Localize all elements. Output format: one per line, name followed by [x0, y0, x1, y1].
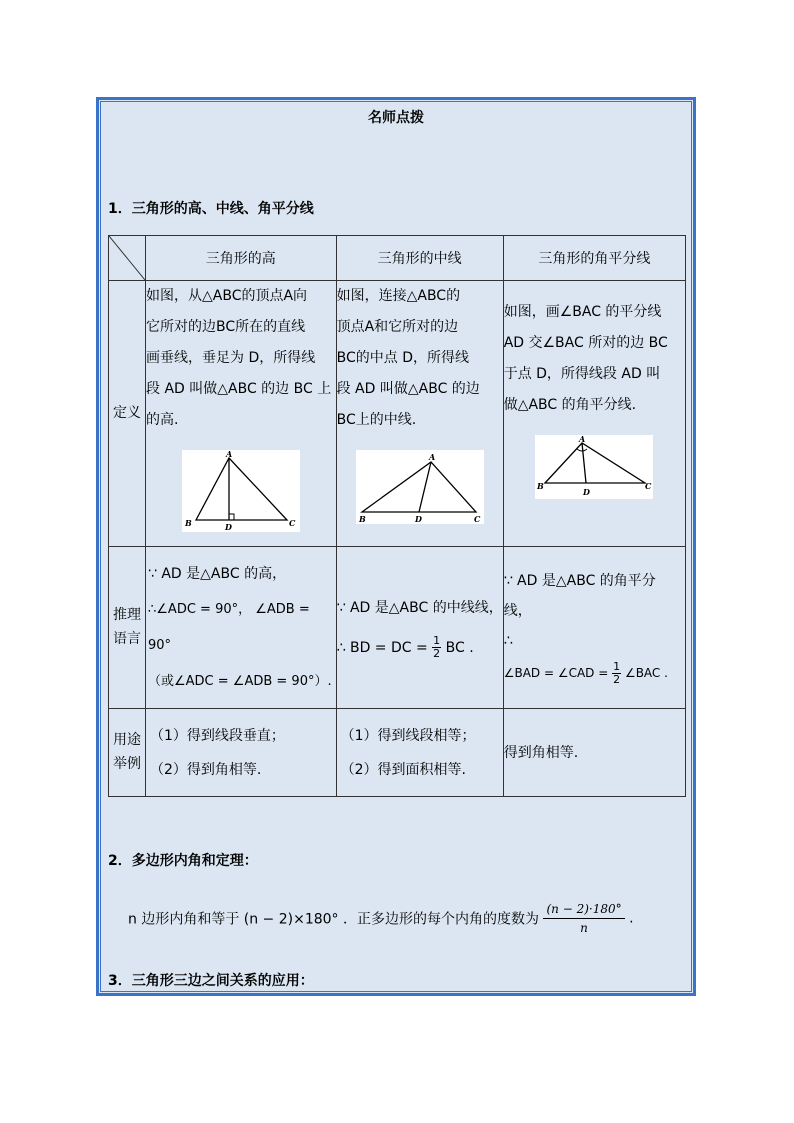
bisector-def-line-2: AD 交∠BAC 所对的边 BC	[503, 335, 668, 351]
label-A: A	[579, 435, 586, 444]
label-D: D	[224, 522, 232, 532]
bisector-reason-suffix: ∠BAC .	[624, 665, 668, 680]
interior-angle-fraction	[543, 900, 624, 937]
height-def-line-4: 段 AD 叫做△ABC 的边 BC 上	[146, 381, 332, 397]
height-usage-line-1: （1）得到线段垂直；	[150, 727, 285, 744]
fraction-denominator: 2	[613, 672, 621, 686]
height-def-line-3: 画垂线，垂足为 D，所得线	[146, 350, 316, 366]
median-usage-line-1: （1）得到线段相等；	[340, 727, 476, 744]
usage-label-line-1: 用途	[113, 731, 141, 748]
height-def-line-5: 的高.	[146, 412, 179, 428]
median-def-line-1: 如图，连接△ABC的	[336, 288, 461, 304]
height-reasoning-cell	[146, 547, 337, 709]
triangle-lines-table	[108, 235, 686, 797]
median-reasoning-cell	[336, 547, 503, 709]
median-usage-cell	[336, 709, 503, 797]
fraction-numerator: 1	[433, 634, 441, 647]
bisector-def-line-4: 做△ABC 的角平分线.	[503, 397, 637, 413]
page-title: 名师点拨	[368, 110, 424, 126]
diagonal-corner-cell	[109, 236, 146, 281]
median-reason-prefix: ∴ BD = DC =	[336, 639, 433, 656]
bisector-reason-line-1: ∵ AD 是△ABC 的角平分	[503, 572, 656, 589]
median-reason-line-2	[337, 628, 503, 668]
height-usage-line-2: （2）得到角相等.	[150, 761, 262, 778]
height-def-line-2: 它所对的边BC所在的直线	[146, 319, 306, 335]
median-def-line-5: BC上的中线.	[336, 412, 417, 428]
median-definition-cell	[336, 281, 503, 547]
definition-row	[109, 281, 686, 547]
median-reason-suffix: BC .	[445, 639, 474, 656]
bisector-def-line-1: 如图，画∠BAC 的平分线	[503, 304, 662, 320]
label-B: B	[184, 518, 192, 528]
row-label-definition: 定义	[109, 281, 146, 547]
bisector-reasoning-cell	[503, 547, 685, 709]
section2-formula-line	[128, 900, 634, 937]
bisector-figure	[535, 435, 653, 499]
label-B: B	[358, 514, 366, 524]
fraction-numerator: (n − 2)·180°	[543, 900, 624, 919]
column-header-bisector: 三角形的角平分线	[503, 236, 685, 281]
median-def-line-4: 段 AD 叫做△ABC 的边	[336, 381, 480, 397]
one-half-fraction	[432, 635, 441, 660]
table-header-row	[109, 236, 686, 281]
row-label-reasoning	[109, 547, 146, 709]
height-reason-line-2: ∴∠ADC = 90°， ∠ADB = 90°	[148, 601, 310, 653]
median-usage-line-2: （2）得到面积相等.	[340, 761, 466, 778]
fraction-numerator: 1	[613, 659, 621, 673]
median-def-line-2: 顶点A和它所对的边	[336, 319, 459, 335]
section2-text: n 边形内角和等于 (n − 2)×180° ．正多边形的每个内角的度数为	[128, 911, 540, 928]
label-D: D	[414, 514, 422, 524]
section2-heading: 2．多边形内角和定理：	[108, 853, 258, 869]
row-label-usage	[109, 709, 146, 797]
fraction-denominator: 2	[433, 647, 441, 660]
bisector-def-line-3: 于点 D，所得线段 AD 叫	[503, 366, 661, 382]
one-half-fraction	[612, 661, 621, 686]
bisector-reason-prefix: ∠BAD = ∠CAD =	[503, 665, 613, 680]
bisector-usage-cell	[503, 709, 685, 797]
fraction-denominator: n	[580, 921, 588, 935]
label-C: C	[645, 481, 652, 491]
bisector-definition-cell	[503, 281, 685, 547]
height-reason-line-3: （或∠ADC = ∠ADB = 90°）.	[148, 673, 332, 689]
median-figure	[356, 450, 484, 524]
reasoning-label-line-1: 推理	[113, 606, 141, 623]
bisector-usage-line: 得到角相等.	[503, 744, 579, 761]
label-C: C	[473, 514, 481, 524]
bisector-reason-line-3: ∴	[503, 632, 513, 649]
bisector-reason-line-4	[504, 656, 685, 690]
height-reason-line-1: ∵ AD 是△ABC 的高，	[148, 565, 287, 582]
column-header-median: 三角形的中线	[336, 236, 503, 281]
reasoning-label-line-2: 语言	[113, 630, 141, 647]
column-header-height: 三角形的高	[146, 236, 337, 281]
usage-label-line-2: 举例	[113, 755, 141, 772]
usage-row	[109, 709, 686, 797]
height-usage-cell	[146, 709, 337, 797]
altitude-figure	[182, 450, 300, 532]
label-A: A	[428, 452, 435, 462]
section1-heading: 1．三角形的高、中线、角平分线	[108, 201, 314, 217]
reasoning-row	[109, 547, 686, 709]
height-definition-cell	[146, 281, 337, 547]
diagonal-line	[109, 236, 145, 280]
label-B: B	[537, 481, 545, 491]
bisector-reason-line-2: 线，	[503, 602, 532, 619]
median-def-line-3: BC的中点 D，所得线	[336, 350, 469, 366]
section3-heading: 3．三角形三边之间关系的应用：	[108, 973, 314, 989]
median-reason-line-1: ∵ AD 是△ABC 的中线线，	[336, 599, 503, 616]
height-def-line-1: 如图，从△ABC的顶点A向	[146, 288, 308, 304]
label-C: C	[288, 518, 296, 528]
section2-suffix: .	[629, 910, 634, 927]
label-A: A	[225, 450, 233, 459]
label-D: D	[583, 487, 591, 497]
